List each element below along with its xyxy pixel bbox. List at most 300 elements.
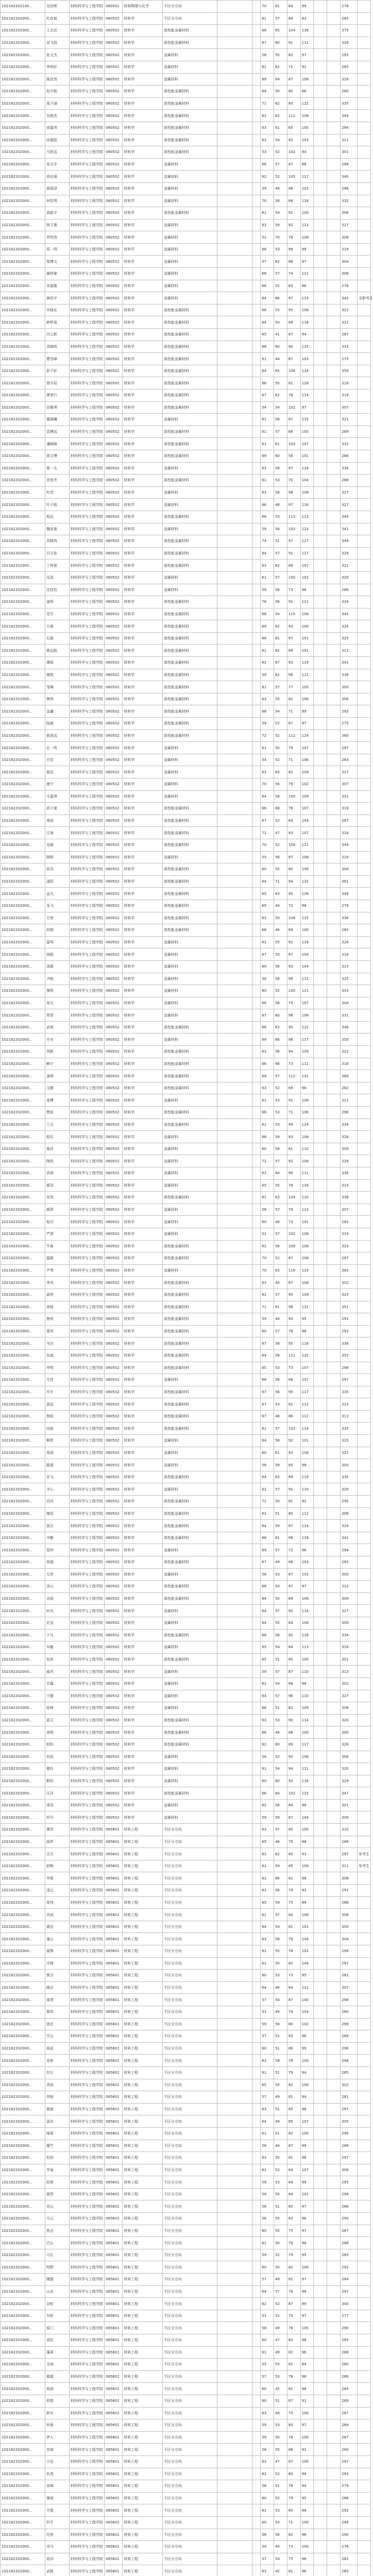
major-code-cell: 080502 — [105, 523, 123, 535]
subject2-score-cell: 97 — [300, 718, 314, 730]
major-code-cell: 080502 — [105, 511, 123, 523]
empty-cell — [314, 535, 327, 548]
empty-cell — [217, 158, 252, 171]
remark-cell — [358, 2188, 371, 2200]
major-name-cell: 材料学 — [123, 596, 163, 608]
candidate-id-cell: 102162202000... — [1, 2455, 45, 2468]
name-cell: 魏家豪 — [45, 523, 69, 535]
empty-cell — [327, 2298, 341, 2310]
major-name-cell: 材料学 — [123, 486, 163, 499]
politics-score-cell: 70 — [261, 195, 274, 207]
english-score-cell: 62 — [274, 645, 287, 657]
major-code-cell: 080502 — [105, 839, 123, 851]
total-score-cell: 297 — [341, 2285, 358, 2298]
major-code-cell: 080502 — [105, 438, 123, 450]
empty-cell — [252, 49, 260, 61]
subject2-score-cell: 106 — [300, 1009, 314, 1022]
empty-cell — [252, 2310, 260, 2322]
remark-cell — [358, 2213, 371, 2225]
remark-cell — [358, 912, 371, 924]
candidate-id-cell: 102162202000... — [1, 1337, 45, 1350]
empty-cell — [217, 1349, 252, 1362]
empty-cell — [327, 1775, 341, 1787]
subject2-score-cell: 111 — [300, 596, 314, 608]
department-cell: 材料科学与工程学院 — [69, 2030, 104, 2043]
direction-cell: 金属材料 — [162, 1751, 217, 1763]
direction-cell: 金属材料 — [162, 985, 217, 997]
department-cell: 材料科学与工程学院 — [69, 511, 104, 523]
table-row — [1, 1058, 371, 1070]
major-code-cell: 085601 — [105, 2370, 123, 2383]
table-row — [1, 25, 371, 37]
table-row — [1, 997, 371, 1009]
major-code-cell: 085601 — [105, 2298, 123, 2310]
direction-cell: 金属材料 — [162, 292, 217, 304]
department-cell: 材料科学与工程学院 — [69, 2310, 104, 2322]
subject2-score-cell: 95 — [300, 2249, 314, 2261]
direction-cell: 金属材料 — [162, 414, 217, 426]
major-name-cell: 材料学 — [123, 863, 163, 876]
remark-cell — [358, 1872, 371, 1885]
empty-cell — [217, 207, 252, 219]
empty-cell — [314, 2237, 327, 2249]
direction-cell: 高性能金属材料 — [162, 888, 217, 900]
candidate-id-cell: 102162202000... — [1, 1252, 45, 1265]
table-row — [1, 12, 371, 25]
total-score-cell: 298 — [341, 158, 358, 171]
table-row — [1, 171, 371, 183]
total-score-cell: 350 — [341, 1033, 358, 1046]
candidate-id-cell: 102162202000... — [1, 2225, 45, 2237]
direction-cell: 金属材料 — [162, 1228, 217, 1240]
total-score-cell: 287 — [341, 2407, 358, 2419]
remark-cell — [358, 2334, 371, 2347]
english-score-cell: 52 — [274, 2030, 287, 2043]
empty-cell — [327, 474, 341, 487]
subject2-score-cell: 116 — [300, 377, 314, 389]
english-score-cell: 62 — [274, 560, 287, 572]
candidate-id-cell: 102162202000... — [1, 1751, 45, 1763]
empty-cell — [327, 863, 341, 876]
politics-score-cell: 63 — [261, 122, 274, 134]
empty-cell — [252, 171, 260, 183]
empty-cell — [327, 2529, 341, 2541]
empty-cell — [314, 401, 327, 414]
empty-cell — [217, 25, 252, 37]
english-score-cell: 59 — [274, 1520, 287, 1532]
total-score-cell: 298 — [341, 1994, 358, 2006]
major-name-cell: 材料学 — [123, 1787, 163, 1800]
empty-cell — [314, 1471, 327, 1483]
department-cell: 材料科学与工程学院 — [69, 1167, 104, 1180]
politics-score-cell: 63 — [261, 766, 274, 778]
table-row — [1, 1629, 371, 1641]
major-code-cell: 080502 — [105, 158, 123, 171]
remark-cell — [358, 1046, 371, 1058]
major-code-cell: 080502 — [105, 827, 123, 839]
major-code-cell: 085601 — [105, 1896, 123, 1909]
empty-cell — [327, 2079, 341, 2091]
remark-cell — [358, 207, 371, 219]
subject2-score-cell: 93 — [300, 1885, 314, 1897]
remark-cell — [358, 620, 371, 633]
direction-cell: 高性能金属材料 — [162, 1240, 217, 1252]
department-cell: 材料科学与工程学院 — [69, 438, 104, 450]
english-score-cell: 56 — [274, 1046, 287, 1058]
politics-score-cell: 62 — [261, 1799, 274, 1811]
remark-cell — [358, 2103, 371, 2115]
candidate-id-cell: 102162202000... — [1, 2565, 45, 2576]
name-cell: 俞快 — [45, 1289, 69, 1301]
department-cell: 材料科学与工程学院 — [69, 1252, 104, 1265]
remark-cell — [358, 827, 371, 839]
major-code-cell: 085601 — [105, 2359, 123, 2371]
empty-cell — [314, 985, 327, 997]
empty-cell — [252, 86, 260, 98]
total-score-cell: 288 — [341, 474, 358, 487]
remark-cell — [358, 1617, 371, 1629]
empty-cell — [314, 1885, 327, 1897]
total-score-cell: 321 — [341, 414, 358, 426]
major-name-cell: 材料学 — [123, 1544, 163, 1556]
candidate-id-cell: 102162202000... — [1, 1617, 45, 1629]
empty-cell — [314, 2480, 327, 2493]
direction-cell: 高性能金属材料 — [162, 718, 217, 730]
candidate-id-cell: 102162202000... — [1, 1909, 45, 1921]
table-row — [1, 1021, 371, 1033]
politics-score-cell: 59 — [261, 1811, 274, 1824]
candidate-id-cell: 102162202000... — [1, 778, 45, 791]
major-code-cell: 080502 — [105, 1581, 123, 1593]
department-cell: 材料科学与工程学院 — [69, 1107, 104, 1119]
empty-cell — [252, 1690, 260, 1702]
major-code-cell: 080502 — [105, 657, 123, 669]
direction-cell: 金属材料 — [162, 973, 217, 985]
subject1-score-cell: 84 — [287, 2188, 300, 2200]
name-cell: 钭平 — [45, 2516, 69, 2529]
empty-cell — [217, 2225, 252, 2237]
remark-cell — [358, 948, 371, 961]
total-score-cell: 294 — [341, 122, 358, 134]
empty-cell — [314, 645, 327, 657]
subject1-score-cell: 74 — [287, 2006, 300, 2018]
empty-cell — [327, 511, 341, 523]
remark-cell — [358, 2115, 371, 2128]
empty-cell — [252, 2164, 260, 2176]
empty-cell — [314, 1349, 327, 1362]
name-cell: 潘晓峰 — [45, 438, 69, 450]
major-code-cell: 085601 — [105, 2188, 123, 2200]
empty-cell — [217, 2468, 252, 2480]
candidate-id-cell: 102162202000... — [1, 2140, 45, 2152]
direction-cell: 高性能金属材料 — [162, 1301, 217, 1313]
politics-score-cell: 66 — [261, 158, 274, 171]
subject1-score-cell: 103 — [287, 523, 300, 535]
subject2-score-cell: 119 — [300, 1471, 314, 1483]
major-code-cell: 080502 — [105, 888, 123, 900]
english-score-cell: 57 — [274, 1325, 287, 1337]
total-score-cell: 286 — [341, 2492, 358, 2504]
major-name-cell: 材料学 — [123, 1033, 163, 1046]
subject1-score-cell: 71 — [287, 754, 300, 766]
major-code-cell: 080502 — [105, 1811, 123, 1824]
empty-cell — [327, 2370, 341, 2383]
empty-cell — [252, 693, 260, 705]
department-cell: 材料科学与工程学院 — [69, 1082, 104, 1094]
subject2-score-cell: 88 — [300, 158, 314, 171]
empty-cell — [314, 2055, 327, 2067]
department-cell: 材料科学与工程学院 — [69, 450, 104, 462]
total-score-cell: 277 — [341, 2310, 358, 2322]
subject2-score-cell: 98 — [300, 2103, 314, 2115]
empty-cell — [327, 560, 341, 572]
english-score-cell: 50 — [274, 2431, 287, 2444]
empty-cell — [217, 1447, 252, 1459]
major-code-cell: 085601 — [105, 2164, 123, 2176]
subject1-score-cell: 63 — [287, 280, 300, 292]
remark-cell — [358, 1775, 371, 1787]
name-cell: 杜彦斌 — [45, 12, 69, 25]
empty-cell — [327, 1714, 341, 1726]
major-name-cell: 材料工程 — [123, 2516, 163, 2529]
politics-score-cell: 70 — [261, 1264, 274, 1277]
empty-cell — [217, 2359, 252, 2371]
major-name-cell: 材料学 — [123, 1070, 163, 1082]
major-name-cell: 材料学 — [123, 110, 163, 122]
subject1-score-cell: 95 — [287, 1289, 300, 1301]
table-row — [1, 1, 371, 13]
empty-cell — [327, 1738, 341, 1751]
major-name-cell: 材料工程 — [123, 2444, 163, 2456]
subject2-score-cell: 92 — [300, 1496, 314, 1508]
direction-cell: 金属材料 — [162, 499, 217, 511]
empty-cell — [252, 1751, 260, 1763]
major-code-cell: 085601 — [105, 2213, 123, 2225]
subject1-score-cell: 93 — [287, 1775, 300, 1787]
major-name-cell: 材料学 — [123, 1496, 163, 1508]
subject1-score-cell: 93 — [287, 1131, 300, 1143]
subject1-score-cell: 73 — [287, 1362, 300, 1374]
subject1-score-cell: 98 — [287, 1033, 300, 1046]
subject1-score-cell: 96 — [287, 1690, 300, 1702]
major-code-cell: 085601 — [105, 2152, 123, 2164]
remark-cell — [358, 2322, 371, 2334]
empty-cell — [217, 1240, 252, 1252]
empty-cell — [217, 73, 252, 86]
direction-cell: 高性能金属材料 — [162, 1192, 217, 1204]
major-code-cell: 080502 — [105, 596, 123, 608]
politics-score-cell: 70 — [261, 778, 274, 791]
english-score-cell: 44 — [274, 1313, 287, 1326]
empty-cell — [217, 1070, 252, 1082]
subject2-score-cell: 106 — [300, 73, 314, 86]
remark-cell — [358, 1009, 371, 1022]
empty-cell — [217, 2395, 252, 2407]
name-cell: 宫商 — [45, 2444, 69, 2456]
english-score-cell: 56 — [274, 1240, 287, 1252]
politics-score-cell: 62 — [261, 1677, 274, 1690]
subject1-score-cell: 84 — [287, 2176, 300, 2189]
english-score-cell: 53 — [274, 1568, 287, 1581]
name-cell: 辛勤 — [45, 1532, 69, 1544]
total-score-cell: 331 — [341, 790, 358, 803]
name-cell: 季风 — [45, 1277, 69, 1289]
total-score-cell: 286 — [341, 2140, 358, 2152]
english-score-cell: 60 — [274, 450, 287, 462]
empty-cell — [252, 1143, 260, 1155]
remark-cell — [358, 304, 371, 316]
politics-score-cell: 63 — [261, 1507, 274, 1520]
remark-cell — [358, 97, 371, 110]
department-cell: 材料科学与工程学院 — [69, 2322, 104, 2334]
subject1-score-cell: 87 — [287, 1277, 300, 1289]
remark-cell — [358, 1544, 371, 1556]
direction-cell: 金属材料 — [162, 1131, 217, 1143]
empty-cell — [217, 2407, 252, 2419]
major-name-cell: 材料学 — [123, 171, 163, 183]
remark-cell — [358, 1994, 371, 2006]
total-score-cell: 287 — [341, 2431, 358, 2444]
empty-cell — [314, 231, 327, 244]
subject2-score-cell: 95 — [300, 1970, 314, 1982]
empty-cell — [252, 1666, 260, 1678]
name-cell: 冷锋 — [45, 1957, 69, 1970]
subject2-score-cell: 101 — [300, 632, 314, 645]
subject1-score-cell: 75 — [287, 2407, 300, 2419]
candidate-id-cell: 102162202000... — [1, 122, 45, 134]
table-row — [1, 1872, 371, 1885]
empty-cell — [314, 815, 327, 827]
subject1-score-cell: 91 — [287, 37, 300, 49]
subject2-score-cell: 98 — [300, 1836, 314, 1848]
major-code-cell: 080502 — [105, 790, 123, 803]
empty-cell — [217, 693, 252, 705]
major-code-cell: 080502 — [105, 134, 123, 146]
empty-cell — [327, 1568, 341, 1581]
empty-cell — [217, 2504, 252, 2517]
candidate-id-cell: 102162202000... — [1, 985, 45, 997]
major-name-cell: 材料学 — [123, 1325, 163, 1337]
empty-cell — [252, 1386, 260, 1398]
empty-cell — [217, 924, 252, 937]
empty-cell — [314, 1702, 327, 1715]
major-code-cell: 085601 — [105, 2565, 123, 2576]
department-cell: 材料科学与工程学院 — [69, 1592, 104, 1605]
major-name-cell: 材料学 — [123, 1301, 163, 1313]
major-name-cell: 材料工程 — [123, 1921, 163, 1933]
candidate-id-cell: 102162202000... — [1, 2030, 45, 2043]
empty-cell — [217, 1836, 252, 1848]
empty-cell — [217, 1496, 252, 1508]
empty-cell — [327, 693, 341, 705]
remark-cell — [358, 110, 371, 122]
subject1-score-cell: 90 — [287, 341, 300, 353]
department-cell: 材料科学与工程学院 — [69, 2468, 104, 2480]
table-row — [1, 1666, 371, 1678]
major-code-cell: 080502 — [105, 1374, 123, 1386]
direction-cell: 不区分方向 — [162, 2237, 217, 2249]
remark-cell — [358, 1483, 371, 1496]
direction-cell: 金属材料 — [162, 1544, 217, 1556]
subject2-score-cell: 97 — [300, 2419, 314, 2432]
remark-cell — [358, 705, 371, 718]
subject1-score-cell: 87 — [287, 948, 300, 961]
table-row — [1, 1520, 371, 1532]
remark-cell — [358, 134, 371, 146]
politics-score-cell: 56 — [261, 2480, 274, 2493]
candidate-id-cell: 102162202000... — [1, 790, 45, 803]
politics-score-cell: 69 — [261, 620, 274, 633]
total-score-cell: 313 — [341, 960, 358, 973]
remark-cell — [358, 790, 371, 803]
total-score-cell: 335 — [341, 1422, 358, 1435]
major-code-cell: 085601 — [105, 2407, 123, 2419]
empty-cell — [327, 1033, 341, 1046]
direction-cell: 高性能金属材料 — [162, 632, 217, 645]
politics-score-cell: 62 — [261, 171, 274, 183]
english-score-cell: 49 — [274, 2274, 287, 2286]
empty-cell — [327, 316, 341, 329]
remark-cell — [358, 608, 371, 620]
major-code-cell: 080502 — [105, 705, 123, 718]
empty-cell — [327, 97, 341, 110]
empty-cell — [327, 1970, 341, 1982]
department-cell: 材料科学与工程学院 — [69, 219, 104, 231]
subject2-score-cell: 108 — [300, 1155, 314, 1167]
subject1-score-cell: 87 — [287, 329, 300, 341]
empty-cell — [217, 1082, 252, 1094]
english-score-cell: 54 — [274, 1641, 287, 1654]
empty-cell — [217, 2066, 252, 2079]
total-score-cell: 329 — [341, 1155, 358, 1167]
politics-score-cell: 61 — [261, 1957, 274, 1970]
major-code-cell: 085601 — [105, 2018, 123, 2030]
major-code-cell: 080502 — [105, 207, 123, 219]
name-cell: 栾城 — [45, 2480, 69, 2493]
remark-cell — [358, 2261, 371, 2274]
total-score-cell: 276 — [341, 280, 358, 292]
candidate-id-cell: 102162202000... — [1, 2310, 45, 2322]
remark-cell — [358, 1496, 371, 1508]
english-score-cell: 50 — [274, 2237, 287, 2249]
empty-cell — [217, 12, 252, 25]
direction-cell: 高性能金属材料 — [162, 122, 217, 134]
department-cell: 材料科学与工程学院 — [69, 1544, 104, 1556]
subject1-score-cell: 87 — [287, 158, 300, 171]
major-code-cell: 080502 — [105, 1386, 123, 1398]
table-row — [1, 280, 371, 292]
empty-cell — [252, 2115, 260, 2128]
empty-cell — [217, 1094, 252, 1107]
english-score-cell: 59 — [274, 1131, 287, 1143]
remark-cell — [358, 329, 371, 341]
total-score-cell: 325 — [341, 632, 358, 645]
english-score-cell: 53 — [274, 474, 287, 487]
department-cell: 材料科学与工程学院 — [69, 815, 104, 827]
subject2-score-cell: 121 — [300, 839, 314, 851]
subject2-score-cell: 110 — [300, 1483, 314, 1496]
direction-cell: 不区分方向 — [162, 2504, 217, 2517]
major-code-cell: 085601 — [105, 1933, 123, 1945]
empty-cell — [327, 377, 341, 389]
politics-score-cell: 60 — [261, 985, 274, 997]
subject2-score-cell: 97 — [300, 49, 314, 61]
major-code-cell: 080502 — [105, 535, 123, 548]
name-cell: 莫言 — [45, 1520, 69, 1532]
major-name-cell: 材料学 — [123, 1155, 163, 1167]
politics-score-cell: 76 — [261, 596, 274, 608]
name-cell: 文静 — [45, 1082, 69, 1094]
